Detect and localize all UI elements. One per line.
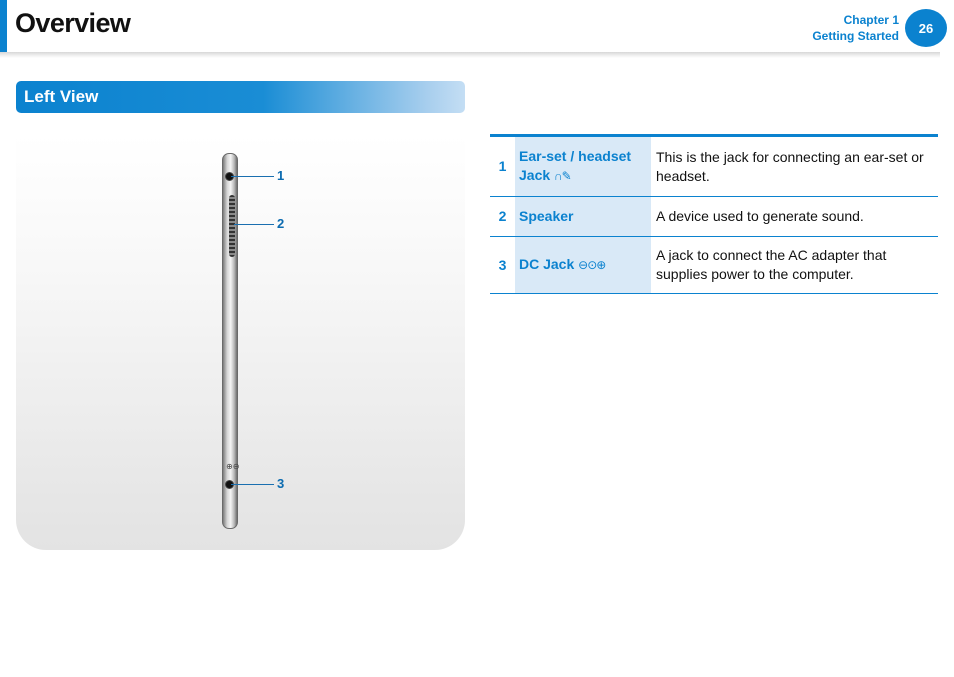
row-number: 1 <box>498 158 507 174</box>
port-name: Ear-set / headset <box>519 148 632 164</box>
page-title: Overview <box>15 8 131 38</box>
port-name-cell <box>515 136 651 197</box>
dc-jack-marking-icon: ⊕⊖ <box>226 462 240 471</box>
chapter-label: Chapter 1 <box>843 13 899 27</box>
port-name: Speaker <box>519 208 574 224</box>
port-description: A jack to connect the AC adapter that supplies power to the computer. <box>656 247 887 282</box>
port-name-line2: Jack <box>519 167 551 183</box>
row-number: 2 <box>498 208 507 224</box>
port-name-cell <box>515 237 651 294</box>
callout-line-2 <box>234 224 274 225</box>
port-description: This is the jack for connecting an ear-set or headset. <box>656 148 924 184</box>
table-row <box>490 136 938 197</box>
header-accent-bar <box>0 0 7 52</box>
callout-number-1: 1 <box>277 168 285 183</box>
section-heading-bar <box>16 81 465 113</box>
headset-icon: ∩✎ <box>554 169 571 183</box>
table-row <box>490 237 938 294</box>
section-title: Left View <box>24 87 99 106</box>
dc-jack-icon: ⊖⊙⊕ <box>578 258 606 272</box>
callout-line-1 <box>231 176 274 177</box>
callout-line-3 <box>231 484 274 485</box>
row-number: 3 <box>498 256 507 273</box>
callout-number-2: 2 <box>277 216 285 231</box>
chapter-info <box>812 12 899 44</box>
page-number-badge: 26 <box>905 9 947 47</box>
port-name-cell <box>515 197 651 237</box>
table-row <box>490 197 938 237</box>
callout-number-3: 3 <box>277 476 285 491</box>
ports-table <box>490 134 938 294</box>
device-figure-panel <box>16 135 465 550</box>
port-name: DC Jack <box>519 256 575 272</box>
header-divider <box>0 52 940 58</box>
speaker-grille <box>229 195 235 257</box>
chapter-name: Getting Started <box>812 29 899 43</box>
port-description: A device used to generate sound. <box>656 208 864 224</box>
